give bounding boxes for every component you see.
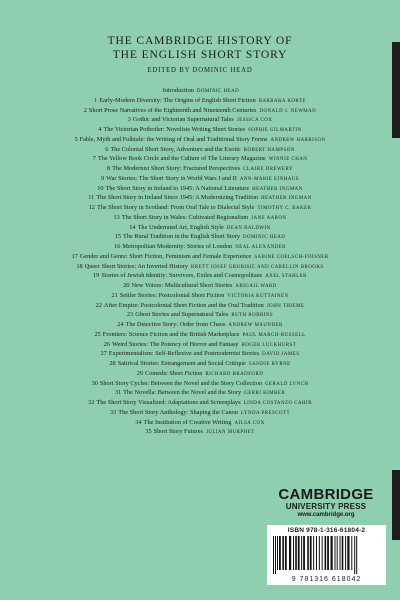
book-title-main: THE ENGLISH SHORT STORY	[112, 49, 288, 61]
chapter-title: Ghost Stories and Supernatural Tales	[135, 311, 229, 319]
series-title: THE CAMBRIDGE HISTORY OF	[107, 35, 293, 47]
chapter-title: Short Prose Narratives of the Eighteenth and Nineteenth Centuries	[88, 106, 257, 114]
edge-bar-bottom	[392, 470, 400, 540]
contents-entry	[0, 418, 400, 428]
chapter-number: 2	[83, 106, 87, 114]
chapter-title: New Voices: Multicultural Short Stories	[131, 282, 233, 289]
chapter-author: BARBARA KORTE	[258, 98, 306, 104]
barcode-digits: 9 781316 618042	[291, 576, 362, 583]
contents-entry	[0, 379, 400, 389]
publisher-url: www.cambridge.org	[297, 512, 355, 518]
chapter-title: The Modernist Short Story: Fractured Perspectives	[112, 165, 241, 172]
barcode-stripe	[354, 536, 355, 574]
chapter-title: Metropolitan Modernity: Stories of London	[122, 243, 233, 250]
contents-entry	[0, 291, 400, 301]
chapter-title: After Empire: Postcolonial Short Fiction and the Oral Tradition	[103, 301, 264, 309]
contents-entry	[0, 301, 400, 311]
chapter-title: Queer Short Stories: An Inverted History	[84, 262, 189, 270]
contents-list	[0, 86, 400, 437]
chapter-number: 33	[110, 408, 117, 416]
contents-entry	[0, 193, 400, 203]
chapter-author: LYNDA PRESCOTT	[240, 410, 290, 416]
barcode-stripe	[282, 536, 284, 570]
chapter-title: The Rural Tradition in the English Short Story	[122, 233, 241, 241]
barcode-stripe	[327, 536, 329, 570]
chapter-title: The Colonial Short Story, Adventure and the Exotic	[110, 145, 241, 153]
chapter-number: 3	[127, 116, 131, 124]
barcode-stripe	[331, 536, 333, 570]
chapter-title: The Novella: Between the Novel and the Story	[123, 389, 242, 397]
chapter-title: The Short Story in Scotland: From Oral Tale to Dialectal Style	[96, 204, 255, 211]
chapter-title: Short Story Cycles: Between the Novel and the Story Collection	[99, 379, 262, 387]
barcode-stripe	[313, 536, 314, 570]
chapter-title: Short Story Futures	[153, 428, 203, 436]
barcode-stripe	[340, 536, 341, 570]
chapter-number: 32	[88, 399, 95, 406]
contents-entry	[0, 125, 400, 135]
barcode-stripe	[273, 536, 274, 574]
barcode-stripe	[347, 536, 349, 570]
chapter-number: 20	[123, 282, 130, 289]
contents-entry	[0, 281, 400, 291]
chapter-number: 18	[76, 262, 83, 270]
barcode-stripe	[345, 536, 346, 570]
chapter-author: LINDA COSTANZO CAHIR	[243, 401, 312, 406]
chapter-number: 25	[94, 330, 101, 338]
chapter-title: The Institution of Creative Writing	[143, 418, 232, 426]
contents-entry	[0, 203, 400, 213]
chapter-title: The Short Story in Ireland Since 1945: A Modernizing Tradition	[96, 194, 259, 202]
chapter-author: DEAN BALDWIN	[226, 225, 271, 231]
contents-entry	[0, 369, 400, 379]
chapter-author: AXEL STAHLER	[265, 274, 307, 280]
isbn-label: ISBN 978-1-316-61804-2	[287, 527, 366, 534]
contents-entry	[0, 427, 400, 437]
chapter-title: Fable, Myth and Folktale: the Writing of Oral and Traditional Story Forms	[79, 135, 268, 143]
chapter-title: Introduction	[162, 87, 194, 94]
barcode-stripe	[335, 536, 336, 570]
chapter-title: The Short Story in Ireland to 1945: A National Literature	[105, 184, 250, 192]
chapter-number: 22	[95, 301, 102, 309]
chapter-number: 29	[136, 369, 144, 377]
contents-entry	[0, 154, 400, 164]
chapter-number: 30	[91, 379, 98, 387]
chapter-number: 11	[88, 194, 95, 202]
chapter-number: 17	[71, 252, 78, 260]
chapter-author: RICHARD BRADFORD	[205, 371, 264, 377]
chapter-title: Satirical Stories: Estrangement and Social Critique	[117, 360, 246, 367]
contents-entry	[0, 310, 400, 320]
chapter-author: BRETT JOSEF GRUBISIC AND CARELLIN BROOKS	[191, 264, 324, 270]
chapter-title: Gender and Genre: Short Fiction, Feminism and Female Experience	[79, 252, 252, 260]
barcode-stripe	[301, 536, 302, 570]
chapter-author: JESSICA COX	[236, 118, 273, 124]
contents-entry	[0, 330, 400, 340]
chapter-author: HEATHER INGMAN	[252, 186, 303, 192]
barcode-stripe	[325, 536, 327, 570]
contents-entry	[0, 96, 400, 106]
chapter-number: 8	[106, 165, 111, 172]
contents-entry	[0, 340, 400, 350]
book-title	[0, 34, 400, 62]
chapter-author: DAVID JAMES	[262, 352, 300, 358]
contents-entry	[0, 86, 400, 96]
contents-entry	[0, 398, 400, 408]
barcode-stripe	[289, 536, 291, 570]
chapter-title: Comedic Short Fiction	[145, 369, 203, 377]
chapter-author: HEATHER INGMAN	[261, 196, 312, 202]
chapter-number: 27	[100, 350, 107, 358]
contents-entry	[0, 145, 400, 155]
chapter-author: CLAIRE DREWERY	[243, 167, 294, 172]
chapter-title: Early-Modern Diversity: The Origins of English Short Fiction	[99, 96, 256, 104]
contents-entry	[0, 242, 400, 252]
barcode-stripe	[303, 536, 305, 570]
chapter-author: ABIGAIL WARD	[235, 284, 277, 289]
chapter-number: 15	[114, 233, 121, 241]
chapter-title: Weird Stories: The Potency of Horror and Fantasy	[112, 340, 239, 348]
chapter-number: 12	[88, 204, 95, 211]
chapter-author: WINNIE CHAN	[268, 157, 308, 163]
contents-entry	[0, 223, 400, 233]
publisher-subtitle: UNIVERSITY PRESS	[285, 502, 367, 511]
barcode-stripe	[279, 536, 281, 570]
barcode-stripe	[307, 536, 309, 570]
chapter-author: RUTH ROBBINS	[231, 313, 274, 319]
chapter-number: 23	[126, 311, 134, 319]
contents-entry	[0, 252, 400, 262]
barcode-stripe	[351, 536, 352, 570]
contents-entry	[0, 388, 400, 398]
chapter-title: Experimentalism: Self-Reflexive and Postmodernist Stories	[108, 350, 260, 358]
chapter-author: SOPHIE GILMARTIN	[248, 128, 302, 133]
barcode-stripe	[295, 536, 297, 570]
contents-entry	[0, 232, 400, 242]
chapter-author: VICTORIA KUTTAINEN	[227, 293, 289, 299]
contents-entry	[0, 349, 400, 359]
barcode-stripe	[319, 536, 320, 570]
chapter-title: The Detective Story: Order from Chaos	[125, 321, 226, 328]
contents-entry	[0, 106, 400, 116]
barcode-stripe	[277, 536, 278, 570]
chapter-title: The Underrated Art, English Style	[137, 223, 224, 231]
chapter-author: ANDREW HARRISON	[270, 137, 326, 143]
barcode-stripe	[275, 536, 276, 574]
chapter-author: AILSA COX	[234, 420, 265, 426]
chapter-author: GERALD LYNCH	[265, 381, 309, 387]
contents-entry	[0, 184, 400, 194]
barcode-icon	[273, 536, 380, 574]
contents-entry	[0, 115, 400, 125]
chapter-author: SANDIE BYRNE	[248, 362, 291, 367]
chapter-number: 13	[113, 213, 120, 221]
chapter-number: 5	[74, 135, 78, 143]
contents-entry	[0, 174, 400, 184]
chapter-title: Frontiers: Science Fiction and the British Marketplace	[102, 330, 240, 338]
chapter-author: ROBERT HAMPSON	[243, 147, 295, 153]
barcode-stripe	[316, 536, 317, 570]
barcode-box	[267, 525, 386, 585]
publisher-logo	[266, 487, 386, 519]
chapter-author: JANE AARON	[251, 215, 287, 221]
chapter-author: ROGER LUCKHURST	[241, 342, 297, 348]
chapter-title: The Short Story Visualized: Adaptations and Screenplays	[96, 399, 241, 406]
chapter-title: The Short Story Anthology: Shaping the Canon	[118, 408, 238, 416]
chapter-number: 24	[117, 321, 124, 328]
chapter-number: 16	[114, 243, 121, 250]
chapter-author: ANDREW MAUNDER	[228, 323, 283, 328]
barcode-stripe	[337, 536, 338, 570]
barcode-stripe	[293, 536, 294, 570]
chapter-number: 7	[92, 155, 96, 163]
barcode-stripe	[322, 536, 323, 570]
chapter-title: The Short Story in Wales: Cultivated Regionalism	[121, 213, 249, 221]
chapter-author: JULIAN MURPHET	[205, 430, 255, 436]
chapter-author: DOMINIC HEAD	[196, 89, 240, 94]
chapter-title: Gothic and Victorian Supernatural Tales	[132, 116, 234, 124]
chapter-author: TIMOTHY C. BAKER	[257, 206, 312, 211]
barcode-stripe	[342, 536, 344, 570]
chapter-author: ANN-MARIE EINHAUS	[239, 176, 300, 182]
chapter-title: Stories of Jewish Identity: Survivors, Exiles and Cosmopolitans	[101, 272, 263, 280]
chapter-number: 34	[135, 418, 142, 426]
publisher-name: CAMBRIDGE	[278, 486, 374, 503]
chapter-title: Settler Stories: Postcolonial Short Fiction	[119, 291, 225, 299]
chapter-number: 10	[97, 184, 104, 192]
chapter-number: 35	[145, 428, 152, 436]
barcode-stripe	[285, 536, 287, 570]
chapter-number: 9	[100, 174, 105, 182]
barcode-stripe	[298, 536, 300, 570]
chapter-author: NEAL ALEXANDER	[235, 245, 286, 250]
chapter-title: War Stories: The Short Story in World Wars I and II	[106, 174, 237, 182]
chapter-number: 1	[94, 96, 98, 104]
chapter-number: 31	[114, 389, 122, 397]
chapter-number: 19	[93, 272, 100, 280]
editor-line: EDITED BY DOMINIC HEAD	[147, 67, 253, 74]
contents-entry	[0, 213, 400, 223]
contents-entry	[0, 271, 400, 281]
chapter-author: DOMINIC HEAD	[243, 235, 286, 241]
chapter-author: SABINE COELSCH-FOISNER	[254, 254, 329, 260]
chapter-number: 6	[105, 145, 109, 153]
chapter-author: JOHN THIEME	[266, 303, 305, 309]
barcode-stripe	[310, 536, 312, 570]
chapter-number: 28	[109, 360, 116, 367]
chapter-number: 26	[103, 340, 111, 348]
contents-entry	[0, 408, 400, 418]
chapter-title: The Yellow Book Circle and the Culture of The Literary Magazine	[97, 155, 266, 163]
contents-entry	[0, 359, 400, 369]
chapter-title: The Victorian Potboiler: Novelists Writing Short Stories	[103, 126, 246, 133]
chapter-number: 14	[129, 223, 136, 231]
contents-entry	[0, 135, 400, 145]
barcode-stripe	[356, 536, 357, 574]
chapter-number: 21	[111, 291, 118, 299]
chapter-author: PAUL MARCH-RUSSELL	[242, 332, 306, 338]
contents-entry	[0, 320, 400, 330]
contents-entry	[0, 164, 400, 174]
chapter-number: 4	[98, 126, 102, 133]
contents-entry	[0, 262, 400, 272]
chapter-author: GERRI KIMBER	[244, 391, 286, 397]
chapter-author: DONALD J. NEWMAN	[259, 108, 317, 114]
